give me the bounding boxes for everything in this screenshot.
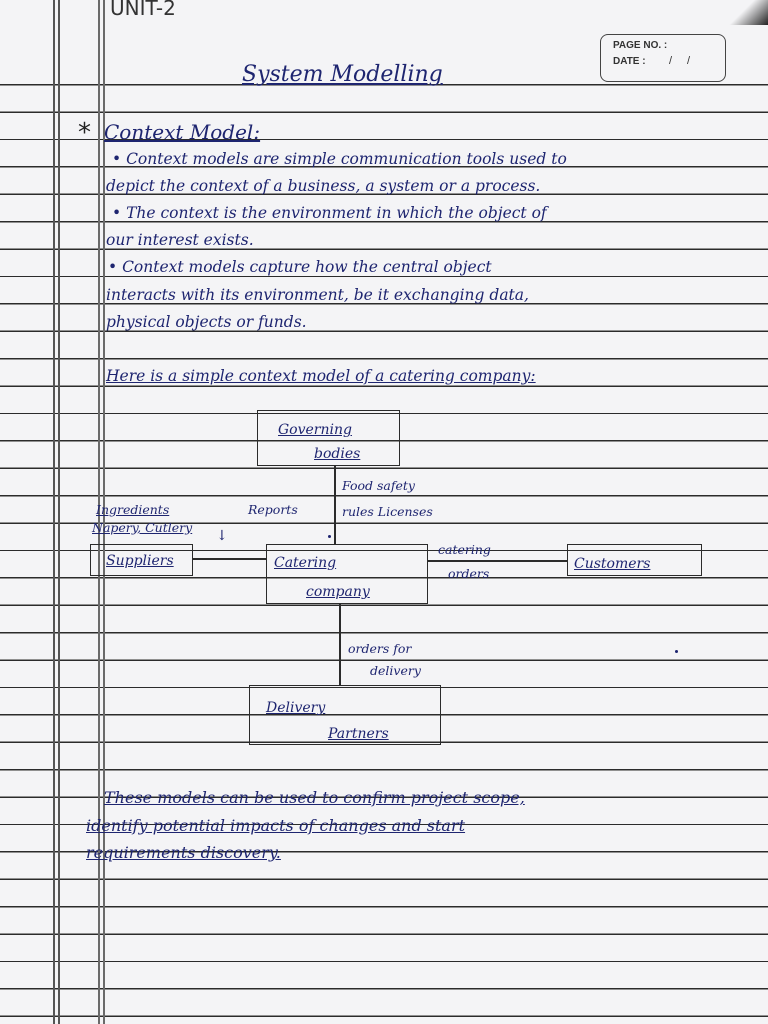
page-title: System Modelling — [242, 62, 443, 87]
catering-orders-label: orders — [448, 566, 490, 581]
text-line: our interest exists. — [106, 231, 254, 249]
page-date-box: PAGE NO. : DATE : / / — [600, 34, 726, 82]
text-line: • Context models capture how the central object — [108, 258, 492, 276]
orders-delivery-label: delivery — [370, 663, 421, 678]
text-line: • The context is the environment in which the object of — [112, 204, 547, 222]
catering-label: company — [306, 584, 370, 600]
date-label: DATE : — [613, 56, 646, 67]
text-line: interacts with its environment, be it exchanging data, — [106, 286, 529, 304]
orders-delivery-label: orders for — [348, 641, 412, 656]
ingredients-label: Ingredients — [96, 502, 170, 517]
connector-line — [192, 558, 266, 560]
food-safety-label: rules Licenses — [342, 504, 433, 519]
page-no-label: PAGE NO. : — [613, 40, 668, 51]
text-line: • Context models are simple communication tools used to — [112, 150, 567, 168]
bullet-star: * — [78, 118, 91, 148]
governing-label: Governing — [278, 422, 352, 438]
section-heading: Context Model: — [104, 120, 261, 144]
connector-line — [427, 560, 567, 562]
delivery-label: Partners — [328, 726, 389, 742]
connector-line — [334, 465, 336, 545]
conclusion-line: requirements discovery. — [86, 843, 281, 862]
food-safety-label: Food safety — [342, 478, 415, 493]
arrow-down-icon: ↓ — [216, 528, 228, 544]
conclusion-line: These models can be used to confirm project scope, — [104, 788, 525, 807]
napery-label: Napery, Cutlery — [92, 520, 193, 535]
customers-label: Customers — [574, 556, 651, 572]
diagram-intro: Here is a simple context model of a catering company: — [106, 367, 536, 385]
catering-label: Catering — [274, 555, 337, 571]
text-line: physical objects or funds. — [106, 313, 307, 331]
suppliers-label: Suppliers — [106, 553, 174, 569]
ink-dot — [675, 650, 678, 653]
reports-label: Reports — [248, 502, 298, 517]
text-line: depict the context of a business, a system or a process. — [106, 177, 541, 195]
conclusion-line: identify potential impacts of changes and start — [86, 816, 466, 835]
governing-label: bodies — [314, 446, 361, 462]
connector-line — [339, 603, 341, 685]
delivery-label: Delivery — [266, 700, 326, 716]
catering-orders-label: catering — [438, 542, 491, 557]
unit-label: UNIT-2 — [110, 0, 176, 20]
ink-dot — [328, 535, 331, 538]
